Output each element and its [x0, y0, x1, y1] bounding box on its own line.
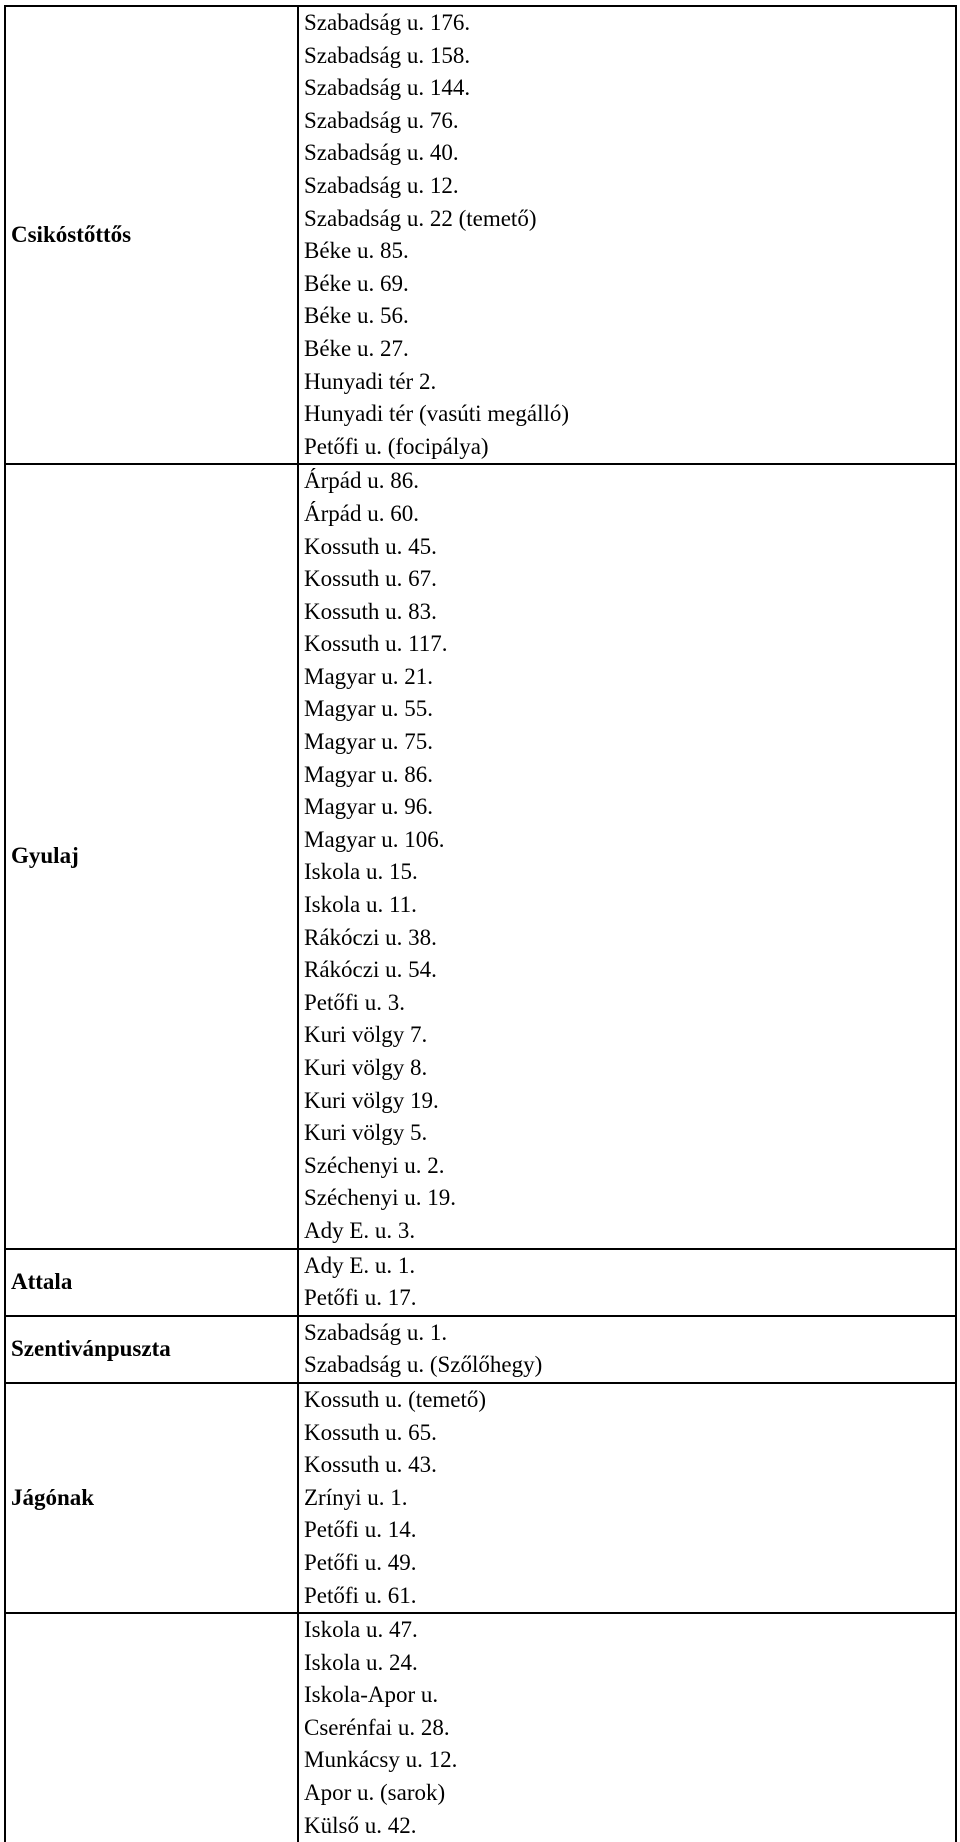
stop-item: Külső u. 42.	[304, 1812, 417, 1838]
stop-item: Hunyadi tér (vasúti megálló)	[304, 401, 570, 427]
stop-item: Kossuth u. 43.	[304, 1452, 437, 1478]
stop-item: Petőfi u. 3.	[304, 989, 405, 1015]
stop-item: Magyar u. 55.	[304, 696, 434, 722]
group-jagonak	[6, 1382, 955, 1612]
stop-list	[299, 1614, 955, 1842]
stop-item: Szabadság u. 76.	[304, 107, 459, 133]
stop-item: Magyar u. 96.	[304, 794, 434, 820]
place-name	[6, 1614, 299, 1842]
stop-item: Árpád u. 60.	[304, 500, 419, 526]
stop-item: Kossuth u. 67.	[304, 566, 437, 592]
place-name: Csikóstőttős	[6, 7, 299, 463]
group-attala	[6, 1248, 955, 1315]
stop-item: Ady E. u. 1.	[304, 1252, 416, 1278]
stop-list	[299, 7, 955, 463]
stop-item: Kuri völgy 5.	[304, 1120, 428, 1146]
place-name: Attala	[6, 1250, 299, 1315]
group-gyulaj	[6, 463, 955, 1247]
stop-item: Széchenyi u. 19.	[304, 1185, 457, 1211]
group-csikostottos	[6, 5, 955, 463]
stop-item: Zrínyi u. 1.	[304, 1484, 408, 1510]
stop-item: Petőfi u. 17.	[304, 1285, 417, 1311]
place-name: Jágónak	[6, 1384, 299, 1612]
stop-item: Iskola u. 11.	[304, 892, 417, 918]
stop-item: Béke u. 69.	[304, 270, 409, 296]
stop-item: Szabadság u. 22 (temető)	[304, 205, 537, 231]
stop-item: Petőfi u. 61.	[304, 1582, 417, 1608]
stop-item: Béke u. 27.	[304, 335, 409, 361]
stop-item: Hunyadi tér 2.	[304, 368, 437, 394]
stop-item: Béke u. 85.	[304, 238, 409, 264]
stop-item: Árpád u. 86.	[304, 468, 419, 494]
stop-item: Rákóczi u. 54.	[304, 957, 437, 983]
stop-item: Iskola-Apor u.	[304, 1682, 439, 1708]
stop-item: Magyar u. 21.	[304, 663, 434, 689]
stop-item: Iskola u. 47.	[304, 1617, 418, 1643]
stop-list	[299, 1384, 955, 1612]
stop-item: Magyar u. 106.	[304, 826, 445, 852]
stop-item: Szabadság u. 176.	[304, 10, 471, 35]
stop-item: Kossuth u. 117.	[304, 631, 448, 657]
stop-list	[299, 465, 955, 1247]
stop-item: Magyar u. 86.	[304, 761, 434, 787]
stop-item: Kuri völgy 8.	[304, 1055, 428, 1080]
stop-item: Petőfi u. 49.	[304, 1549, 417, 1575]
stop-item: Petőfi u. (focipálya)	[304, 433, 489, 459]
stop-item: Rákóczi u. 38.	[304, 924, 437, 950]
stop-item: Ady E. u. 3.	[304, 1217, 416, 1243]
stop-item: Apor u. (sarok)	[304, 1780, 446, 1806]
group-szentivanpuszta	[6, 1315, 955, 1382]
stop-item: Munkácsy u. 12.	[304, 1747, 458, 1773]
stop-list	[299, 1250, 955, 1315]
stop-item: Cserénfai u. 28.	[304, 1714, 450, 1740]
stop-item: Szabadság u. (Szőlőhegy)	[304, 1352, 543, 1378]
stop-item: Béke u. 56.	[304, 303, 409, 329]
stop-item: Magyar u. 75.	[304, 729, 434, 755]
group-unlabeled	[6, 1612, 955, 1842]
stop-item: Kuri völgy 7.	[304, 1022, 428, 1048]
stop-item: Kossuth u. 45.	[304, 533, 437, 559]
stop-item: Szabadság u. 158.	[304, 42, 471, 68]
stop-item: Szabadság u. 12.	[304, 172, 459, 198]
stop-item: Szabadság u. 144.	[304, 75, 471, 101]
place-name: Gyulaj	[6, 465, 299, 1247]
stops-table	[4, 5, 957, 1842]
stop-item: Kossuth u. 83.	[304, 598, 437, 624]
stop-item: Kossuth u. (temető)	[304, 1386, 487, 1412]
stop-item: Szabadság u. 1.	[304, 1319, 448, 1345]
stop-item: Petőfi u. 14.	[304, 1517, 417, 1543]
stop-item: Kuri völgy 19.	[304, 1087, 439, 1113]
stop-item: Iskola u. 15.	[304, 859, 418, 885]
place-name: Szentivánpuszta	[6, 1317, 299, 1382]
stop-item: Iskola u. 24.	[304, 1649, 418, 1675]
stop-item: Kossuth u. 65.	[304, 1419, 437, 1445]
stop-list	[299, 1317, 955, 1382]
stop-item: Széchenyi u. 2.	[304, 1152, 445, 1178]
stop-item: Szabadság u. 40.	[304, 140, 459, 166]
